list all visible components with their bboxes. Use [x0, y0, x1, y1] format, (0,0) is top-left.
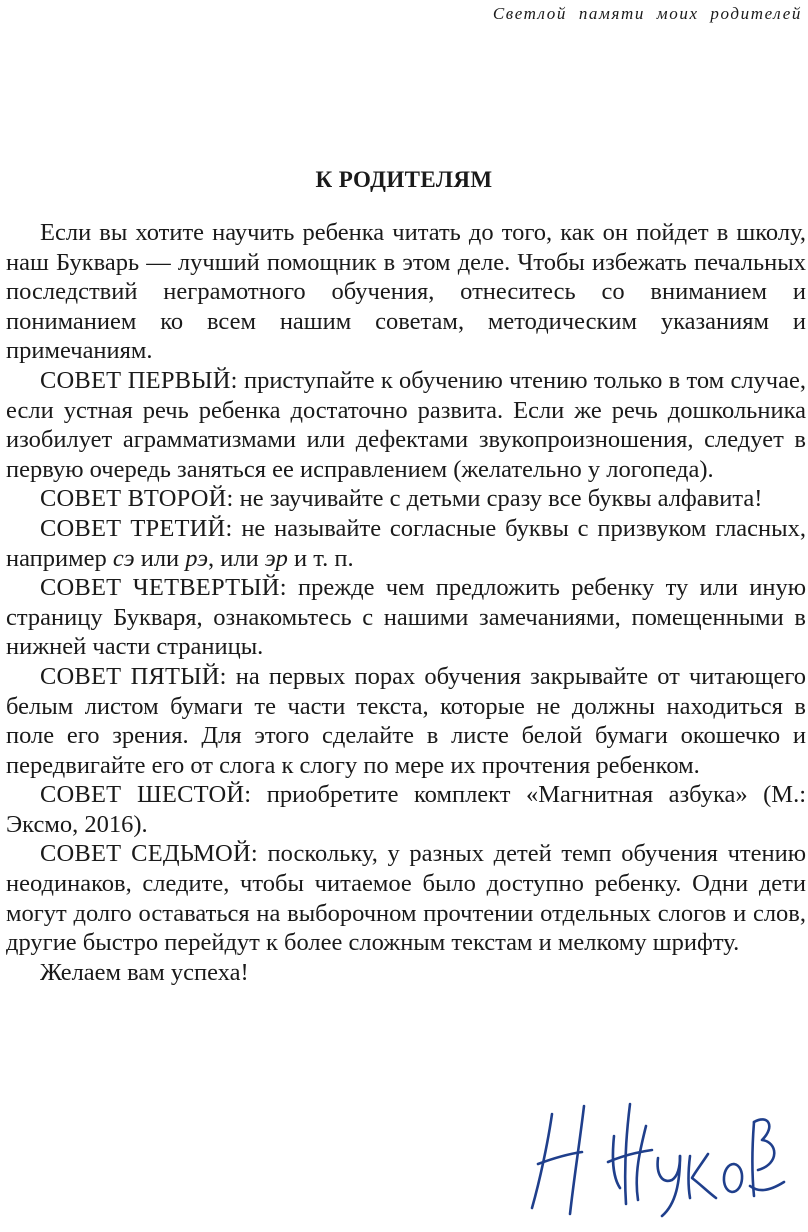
advice-text: приобретите комплект «Магнитная азбука» (М.: Эксмо, 2016).: [6, 781, 807, 838]
example-syllable: эр: [264, 544, 288, 572]
advice-paragraph-1: [6, 366, 806, 484]
advice-text: приступайте к обучению чтению только в том случае, если устная речь ребенка достаточно развита. Если же речь дошкольника изобилует аграмматизмами или дефектами звукопроизношения, следует в первую очередь заняться ее исправлением (желательно у логопеда).: [6, 366, 806, 483]
conjunction: или: [140, 544, 180, 572]
advice-text: не называйте согласные буквы с призвуком гласных, например: [6, 514, 807, 572]
body-text: [6, 218, 806, 987]
advice-label: СОВЕТ ЧЕТВЕРТЫЙ:: [40, 574, 287, 602]
advice-text: и т. п.: [294, 544, 354, 572]
example-syllable: сэ: [112, 544, 135, 572]
advice-text: на первых порах обучения закрывайте от читающего белым листом бумаги те части текста, которые не должны находиться в поле его зрения. Для этого сделайте в листе белой бумаги окошечко и передвигайте его от слога к слогу по мере их прочтения ребенком.: [6, 662, 807, 779]
advice-text: прежде чем предложить ребенку ту или иную страницу Букваря, ознакомьтесь с нашими замечаниями, помещенными в нижней части страницы.: [6, 574, 806, 661]
advice-paragraph-7: [6, 839, 806, 957]
advice-paragraph-6: [6, 780, 806, 839]
advice-label: СОВЕТ ВТОРОЙ:: [40, 485, 234, 513]
intro-paragraph: Если вы хотите научить ребенка читать до того, как он пойдет в школу, наш Букварь — лучший помощник в этом деле. Чтобы избежать печальных последствий неграмотного обучения, отнеситесь со вниманием и пониманием ко всем нашим советам, методическим указаниям и примечаниям.: [6, 219, 806, 365]
page-title: К РОДИТЕЛЯМ: [315, 167, 493, 192]
advice-paragraph-4: [6, 573, 806, 662]
advice-text: не заучивайте с детьми сразу все буквы алфавита!: [239, 485, 763, 513]
handwritten-signature: [522, 1092, 792, 1224]
advice-paragraph-2: [6, 484, 806, 514]
advice-label: СОВЕТ СЕДЬМОЙ:: [40, 840, 258, 868]
advice-label: СОВЕТ ПЕРВЫЙ:: [40, 366, 238, 394]
advice-label: СОВЕТ ШЕСТОЙ:: [40, 781, 252, 809]
conjunction: , или: [208, 544, 259, 572]
advice-label: СОВЕТ ТРЕТИЙ:: [40, 514, 233, 542]
dedication: Светлой памяти моих родителей: [492, 4, 802, 23]
advice-paragraph-5: [6, 662, 806, 780]
advice-label: СОВЕТ ПЯТЫЙ:: [40, 662, 227, 690]
advice-text: поскольку, у разных детей темп обучения чтению неодинаков, следите, чтобы читаемое было доступно ребенку. Одни дети могут долго оставаться на выборочном прочтении отдельных слогов и слов, другие быстро перейдут к более сложным текстам и мелкому шрифту.: [6, 840, 807, 957]
example-syllable: рэ: [185, 544, 209, 572]
advice-paragraph-3: [6, 514, 806, 573]
closing-line: Желаем вам успеха!: [40, 958, 249, 986]
